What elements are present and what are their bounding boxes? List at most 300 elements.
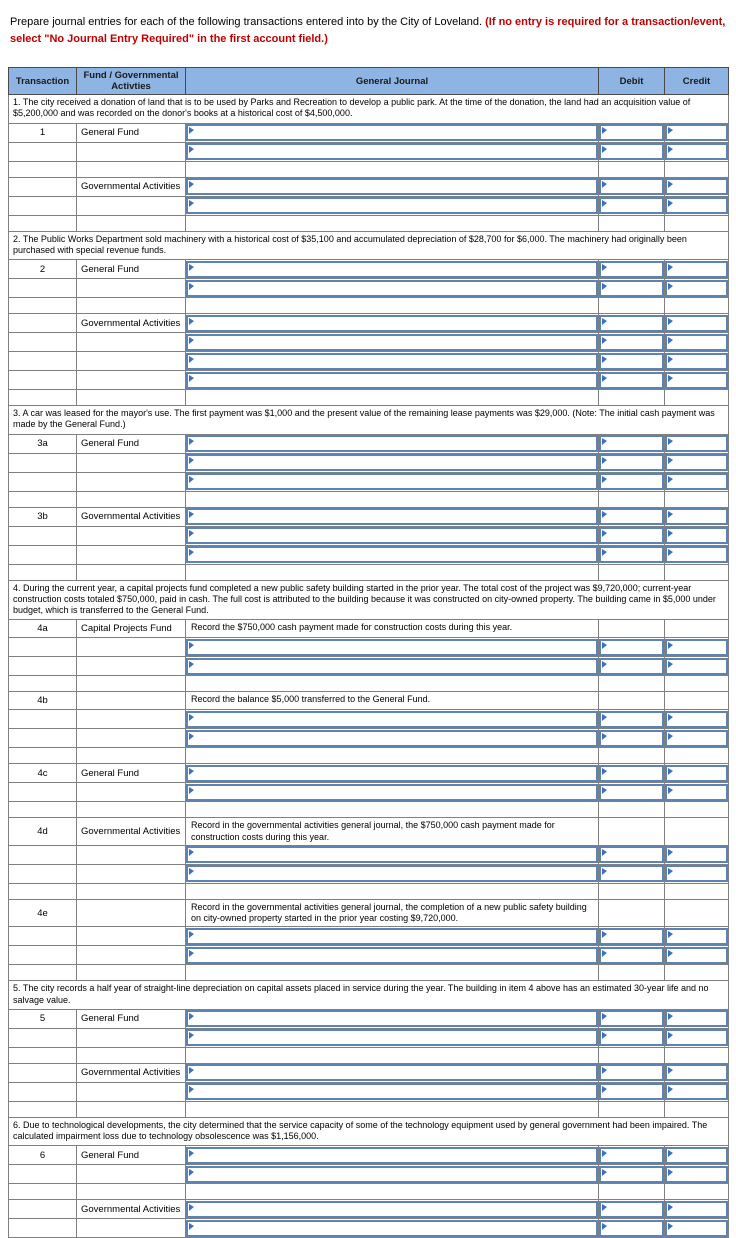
credit-input[interactable] — [665, 711, 728, 728]
journal-row — [9, 1146, 729, 1165]
transaction-description-row — [9, 1117, 729, 1146]
journal-cell — [186, 434, 599, 453]
credit-input[interactable] — [665, 508, 728, 525]
journal-row — [9, 142, 729, 161]
journal-cell — [186, 1101, 599, 1117]
journal-row — [9, 215, 729, 231]
debit-input[interactable] — [599, 353, 664, 370]
journal-row — [9, 434, 729, 453]
dropdown-flag-icon — [668, 476, 673, 483]
account-title-input[interactable] — [186, 1220, 598, 1237]
dropdown-flag-icon — [602, 931, 607, 938]
credit-cell — [665, 371, 729, 390]
dropdown-flag-icon — [668, 264, 673, 271]
dropdown-flag-icon — [668, 318, 673, 325]
dropdown-flag-icon — [189, 1032, 194, 1039]
transaction-description: 6. Due to technological developments, the city determined that the service capacity of some of the technology equipment used by general government had been impaired. The calculated impairment loss due to technology obsolescence was $1,156,000. — [9, 1117, 729, 1146]
credit-cell — [665, 729, 729, 748]
account-title-input[interactable] — [186, 1201, 598, 1218]
credit-input[interactable] — [665, 143, 728, 160]
dropdown-flag-icon — [189, 768, 194, 775]
journal-row — [9, 965, 729, 981]
debit-input[interactable] — [599, 372, 664, 389]
debit-input[interactable] — [599, 178, 664, 195]
account-title-input[interactable] — [186, 730, 598, 747]
credit-input[interactable] — [665, 1029, 728, 1046]
dropdown-flag-icon — [668, 642, 673, 649]
debit-input[interactable] — [599, 658, 664, 675]
account-title-input[interactable] — [186, 928, 598, 945]
debit-input[interactable] — [599, 1083, 664, 1100]
credit-cell — [665, 545, 729, 564]
debit-input[interactable] — [599, 454, 664, 471]
fund-cell: Governmental Activities — [77, 1063, 186, 1082]
fund-cell — [77, 802, 186, 818]
dropdown-flag-icon — [189, 146, 194, 153]
debit-input[interactable] — [599, 546, 664, 563]
transaction-cell: 4d — [9, 818, 77, 846]
debit-input[interactable] — [599, 784, 664, 801]
debit-cell — [599, 434, 665, 453]
debit-cell — [599, 883, 665, 899]
journal-row — [9, 526, 729, 545]
debit-cell — [599, 638, 665, 657]
account-title-input[interactable] — [186, 1083, 598, 1100]
journal-cell — [186, 314, 599, 333]
debit-input[interactable] — [599, 1166, 664, 1183]
debit-input[interactable] — [599, 865, 664, 882]
transaction-cell: 3a — [9, 434, 77, 453]
credit-cell — [665, 845, 729, 864]
fund-cell — [77, 710, 186, 729]
debit-input[interactable] — [599, 1201, 664, 1218]
dropdown-flag-icon — [189, 530, 194, 537]
credit-input[interactable] — [665, 865, 728, 882]
debit-cell — [599, 748, 665, 764]
dropdown-flag-icon — [668, 511, 673, 518]
credit-input[interactable] — [665, 928, 728, 945]
account-title-input[interactable] — [186, 1064, 598, 1081]
dropdown-flag-icon — [602, 549, 607, 556]
dropdown-flag-icon — [668, 1067, 673, 1074]
transaction-cell — [9, 314, 77, 333]
transaction-cell — [9, 526, 77, 545]
account-title-input[interactable] — [186, 947, 598, 964]
fund-cell — [77, 1219, 186, 1238]
credit-input[interactable] — [665, 730, 728, 747]
credit-cell — [665, 638, 729, 657]
dropdown-flag-icon — [189, 200, 194, 207]
credit-input[interactable] — [665, 334, 728, 351]
dropdown-flag-icon — [189, 127, 194, 134]
journal-cell — [186, 215, 599, 231]
fund-cell — [77, 899, 186, 927]
column-header-general-journal: General Journal — [186, 68, 599, 95]
account-title-input[interactable] — [186, 865, 598, 882]
credit-cell — [665, 196, 729, 215]
credit-input[interactable] — [665, 124, 728, 141]
transaction-cell — [9, 142, 77, 161]
account-title-input[interactable] — [186, 1147, 598, 1164]
debit-input[interactable] — [599, 527, 664, 544]
journal-cell — [186, 845, 599, 864]
fund-cell: Capital Projects Fund — [77, 620, 186, 638]
journal-row — [9, 161, 729, 177]
transaction-cell — [9, 965, 77, 981]
transaction-cell — [9, 845, 77, 864]
fund-cell — [77, 1047, 186, 1063]
journal-row — [9, 333, 729, 352]
fund-cell — [77, 453, 186, 472]
transaction-cell — [9, 196, 77, 215]
dropdown-flag-icon — [668, 733, 673, 740]
debit-input[interactable] — [599, 143, 664, 160]
transaction-description: 1. The city received a donation of land that is to be used by Parks and Recreation to develop a public park. At the time of the donation, the land had an acquisition value of $5,200,000 and was recorded on the donor's books at a historical cost of $4,500,000. — [9, 95, 729, 124]
dropdown-flag-icon — [668, 1223, 673, 1230]
journal-row — [9, 371, 729, 390]
debit-cell — [599, 1009, 665, 1028]
account-title-input[interactable] — [186, 765, 598, 782]
debit-input[interactable] — [599, 315, 664, 332]
account-title-input[interactable] — [186, 372, 598, 389]
credit-cell — [665, 279, 729, 298]
credit-input[interactable] — [665, 784, 728, 801]
journal-row — [9, 748, 729, 764]
journal-instruction: Record the balance $5,000 transferred to the General Fund. — [186, 692, 599, 710]
credit-input[interactable] — [665, 473, 728, 490]
account-title-input[interactable] — [186, 658, 598, 675]
journal-cell — [186, 298, 599, 314]
debit-input[interactable] — [599, 846, 664, 863]
debit-input[interactable] — [599, 730, 664, 747]
credit-input[interactable] — [665, 765, 728, 782]
journal-row — [9, 1200, 729, 1219]
journal-row — [9, 946, 729, 965]
dropdown-flag-icon — [189, 356, 194, 363]
transaction-cell — [9, 927, 77, 946]
journal-cell — [186, 946, 599, 965]
debit-input[interactable] — [599, 1220, 664, 1237]
dropdown-flag-icon — [189, 1204, 194, 1211]
debit-input[interactable] — [599, 124, 664, 141]
debit-cell — [599, 177, 665, 196]
transaction-cell — [9, 1028, 77, 1047]
credit-cell — [665, 676, 729, 692]
dropdown-flag-icon — [602, 768, 607, 775]
dropdown-flag-icon — [602, 200, 607, 207]
journal-entry-table — [8, 67, 729, 1238]
debit-cell — [599, 692, 665, 710]
dropdown-flag-icon — [189, 950, 194, 957]
transaction-cell — [9, 545, 77, 564]
journal-row — [9, 390, 729, 406]
account-title-input[interactable] — [186, 280, 598, 297]
dropdown-flag-icon — [602, 1013, 607, 1020]
column-header-credit: Credit — [665, 68, 729, 95]
transaction-cell — [9, 1219, 77, 1238]
credit-input[interactable] — [665, 435, 728, 452]
account-title-input[interactable] — [186, 546, 598, 563]
dropdown-flag-icon — [189, 283, 194, 290]
journal-cell — [186, 279, 599, 298]
credit-cell — [665, 215, 729, 231]
dropdown-flag-icon — [602, 787, 607, 794]
account-title-input[interactable] — [186, 334, 598, 351]
fund-cell: General Fund — [77, 123, 186, 142]
credit-cell — [665, 1082, 729, 1101]
dropdown-flag-icon — [602, 530, 607, 537]
debit-input[interactable] — [599, 947, 664, 964]
credit-input[interactable] — [665, 178, 728, 195]
debit-input[interactable] — [599, 435, 664, 452]
transaction-cell — [9, 883, 77, 899]
debit-cell — [599, 564, 665, 580]
credit-input[interactable] — [665, 280, 728, 297]
debit-cell — [599, 142, 665, 161]
credit-input[interactable] — [665, 1083, 728, 1100]
transaction-cell — [9, 453, 77, 472]
fund-cell: Governmental Activities — [77, 1200, 186, 1219]
debit-cell — [599, 1028, 665, 1047]
dropdown-flag-icon — [602, 181, 607, 188]
debit-cell — [599, 371, 665, 390]
debit-input[interactable] — [599, 473, 664, 490]
journal-cell — [186, 545, 599, 564]
table-body — [9, 95, 729, 1238]
credit-input[interactable] — [665, 639, 728, 656]
account-title-input[interactable] — [186, 197, 598, 214]
debit-cell — [599, 965, 665, 981]
debit-input[interactable] — [599, 1010, 664, 1027]
journal-row — [9, 491, 729, 507]
dropdown-flag-icon — [668, 868, 673, 875]
credit-input[interactable] — [665, 261, 728, 278]
credit-input[interactable] — [665, 1220, 728, 1237]
fund-cell — [77, 676, 186, 692]
fund-cell — [77, 927, 186, 946]
journal-cell — [186, 491, 599, 507]
dropdown-flag-icon — [189, 714, 194, 721]
credit-cell — [665, 507, 729, 526]
transaction-description-row — [9, 231, 729, 260]
credit-input[interactable] — [665, 197, 728, 214]
credit-cell — [665, 748, 729, 764]
dropdown-flag-icon — [602, 1169, 607, 1176]
journal-cell — [186, 564, 599, 580]
transaction-cell — [9, 1165, 77, 1184]
fund-cell: General Fund — [77, 260, 186, 279]
transaction-cell — [9, 352, 77, 371]
credit-cell — [665, 620, 729, 638]
debit-input[interactable] — [599, 711, 664, 728]
fund-cell — [77, 196, 186, 215]
journal-row — [9, 692, 729, 710]
debit-input[interactable] — [599, 1147, 664, 1164]
credit-input[interactable] — [665, 1147, 728, 1164]
account-title-input[interactable] — [186, 639, 598, 656]
dropdown-flag-icon — [189, 1013, 194, 1020]
credit-cell — [665, 491, 729, 507]
account-title-input[interactable] — [186, 143, 598, 160]
credit-input[interactable] — [665, 1010, 728, 1027]
credit-cell — [665, 161, 729, 177]
transaction-cell: 5 — [9, 1009, 77, 1028]
transaction-cell — [9, 1047, 77, 1063]
fund-cell: General Fund — [77, 1146, 186, 1165]
credit-input[interactable] — [665, 546, 728, 563]
dropdown-flag-icon — [189, 511, 194, 518]
debit-cell — [599, 845, 665, 864]
debit-cell — [599, 1101, 665, 1117]
dropdown-flag-icon — [602, 1067, 607, 1074]
account-title-input[interactable] — [186, 353, 598, 370]
dropdown-flag-icon — [602, 1204, 607, 1211]
fund-cell: Governmental Activities — [77, 177, 186, 196]
fund-cell — [77, 298, 186, 314]
account-title-input[interactable] — [186, 473, 598, 490]
account-title-input[interactable] — [186, 1029, 598, 1046]
debit-input[interactable] — [599, 928, 664, 945]
fund-cell — [77, 692, 186, 710]
account-title-input[interactable] — [186, 784, 598, 801]
transaction-cell: 3b — [9, 507, 77, 526]
journal-row — [9, 196, 729, 215]
column-header-transaction: Transaction — [9, 68, 77, 95]
debit-cell — [599, 333, 665, 352]
debit-input[interactable] — [599, 1029, 664, 1046]
credit-input[interactable] — [665, 1166, 728, 1183]
fund-cell — [77, 1165, 186, 1184]
debit-cell — [599, 472, 665, 491]
journal-row — [9, 883, 729, 899]
credit-cell — [665, 946, 729, 965]
journal-row — [9, 507, 729, 526]
credit-input[interactable] — [665, 1201, 728, 1218]
credit-cell — [665, 177, 729, 196]
dropdown-flag-icon — [602, 356, 607, 363]
journal-row — [9, 1047, 729, 1063]
dropdown-flag-icon — [668, 768, 673, 775]
account-title-input[interactable] — [186, 124, 598, 141]
transaction-cell: 4e — [9, 899, 77, 927]
dropdown-flag-icon — [189, 868, 194, 875]
account-title-input[interactable] — [186, 1166, 598, 1183]
dropdown-flag-icon — [668, 714, 673, 721]
account-title-input[interactable] — [186, 435, 598, 452]
debit-input[interactable] — [599, 639, 664, 656]
dropdown-flag-icon — [668, 1086, 673, 1093]
credit-cell — [665, 927, 729, 946]
debit-cell — [599, 526, 665, 545]
account-title-input[interactable] — [186, 1010, 598, 1027]
credit-input[interactable] — [665, 947, 728, 964]
dropdown-flag-icon — [602, 457, 607, 464]
account-title-input[interactable] — [186, 178, 598, 195]
transaction-cell — [9, 279, 77, 298]
dropdown-flag-icon — [668, 950, 673, 957]
dropdown-flag-icon — [189, 642, 194, 649]
journal-row — [9, 177, 729, 196]
account-title-input[interactable] — [186, 527, 598, 544]
transaction-cell — [9, 491, 77, 507]
transaction-cell: 2 — [9, 260, 77, 279]
credit-input[interactable] — [665, 658, 728, 675]
debit-input[interactable] — [599, 280, 664, 297]
fund-cell — [77, 472, 186, 491]
fund-cell — [77, 657, 186, 676]
dropdown-flag-icon — [668, 1150, 673, 1157]
debit-input[interactable] — [599, 261, 664, 278]
debit-input[interactable] — [599, 765, 664, 782]
account-title-input[interactable] — [186, 315, 598, 332]
journal-row — [9, 1028, 729, 1047]
problem-instructions — [10, 14, 726, 47]
debit-input[interactable] — [599, 334, 664, 351]
debit-cell — [599, 1219, 665, 1238]
account-title-input[interactable] — [186, 846, 598, 863]
transaction-cell — [9, 802, 77, 818]
credit-cell — [665, 1219, 729, 1238]
fund-cell — [77, 1082, 186, 1101]
journal-cell — [186, 1146, 599, 1165]
fund-cell — [77, 545, 186, 564]
dropdown-flag-icon — [189, 787, 194, 794]
debit-input[interactable] — [599, 508, 664, 525]
dropdown-flag-icon — [602, 318, 607, 325]
journal-cell — [186, 161, 599, 177]
credit-cell — [665, 564, 729, 580]
debit-cell — [599, 545, 665, 564]
journal-row — [9, 1165, 729, 1184]
journal-cell — [186, 453, 599, 472]
fund-cell — [77, 352, 186, 371]
credit-cell — [665, 352, 729, 371]
journal-cell — [186, 638, 599, 657]
credit-input[interactable] — [665, 846, 728, 863]
fund-cell: General Fund — [77, 764, 186, 783]
credit-input[interactable] — [665, 353, 728, 370]
credit-input[interactable] — [665, 527, 728, 544]
credit-input[interactable] — [665, 372, 728, 389]
transaction-cell — [9, 161, 77, 177]
credit-input[interactable] — [665, 1064, 728, 1081]
journal-row — [9, 676, 729, 692]
debit-cell — [599, 196, 665, 215]
journal-row — [9, 657, 729, 676]
credit-input[interactable] — [665, 315, 728, 332]
transaction-cell — [9, 748, 77, 764]
account-title-input[interactable] — [186, 261, 598, 278]
debit-input[interactable] — [599, 1064, 664, 1081]
debit-cell — [599, 507, 665, 526]
debit-cell — [599, 764, 665, 783]
credit-cell — [665, 453, 729, 472]
transaction-description-row — [9, 981, 729, 1010]
transaction-description: 2. The Public Works Department sold machinery with a historical cost of $35,100 and accumulated depreciation of $28,700 for $6,000. The machinery had originally been purchased with special revenue funds. — [9, 231, 729, 260]
fund-cell — [77, 333, 186, 352]
transaction-cell: 4b — [9, 692, 77, 710]
account-title-input[interactable] — [186, 711, 598, 728]
dropdown-flag-icon — [668, 181, 673, 188]
account-title-input[interactable] — [186, 508, 598, 525]
credit-input[interactable] — [665, 454, 728, 471]
account-title-input[interactable] — [186, 454, 598, 471]
journal-row — [9, 123, 729, 142]
journal-row — [9, 710, 729, 729]
debit-input[interactable] — [599, 197, 664, 214]
dropdown-flag-icon — [602, 642, 607, 649]
journal-row — [9, 279, 729, 298]
